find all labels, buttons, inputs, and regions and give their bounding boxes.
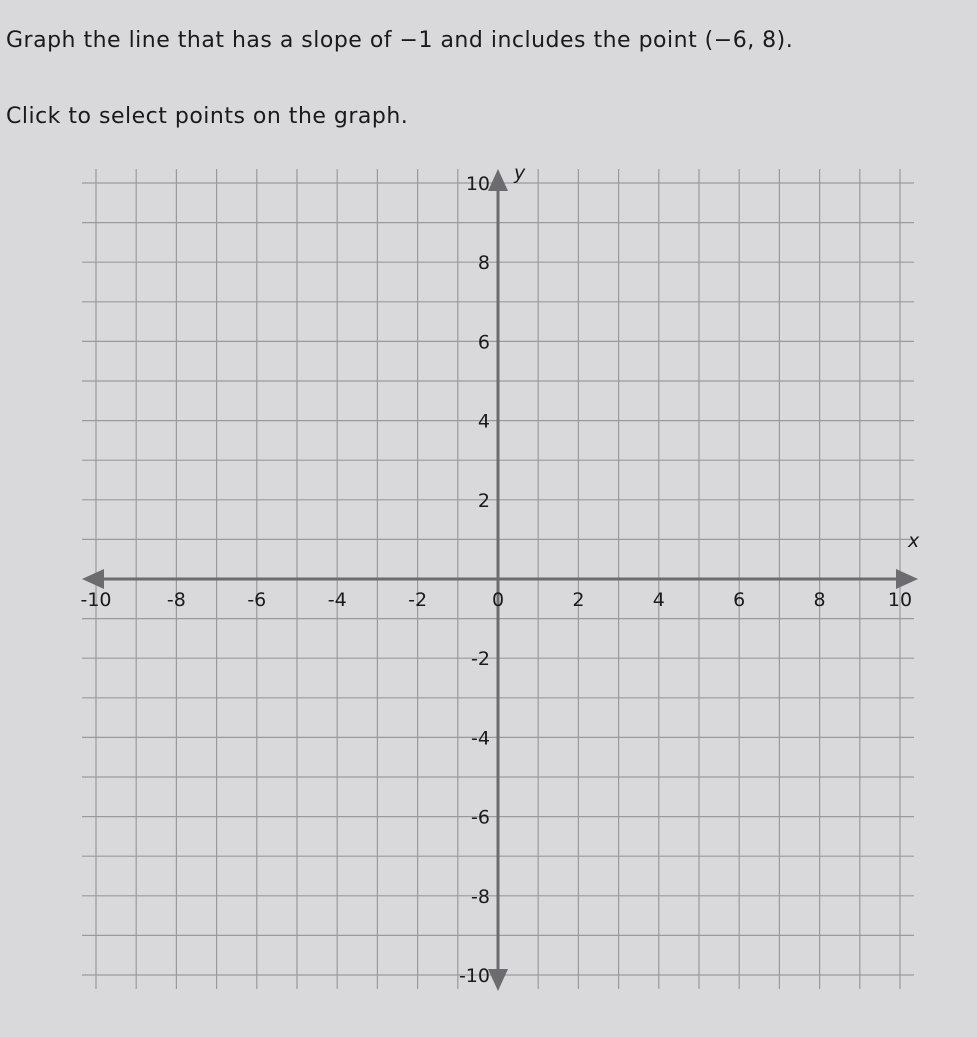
x-tick-label: 10: [887, 589, 913, 611]
x-tick-label: 6: [733, 589, 746, 611]
tick-labels: [80, 162, 920, 987]
y-axis-top-arrow-icon: [488, 169, 508, 191]
y-axis-bottom-arrow-icon: [488, 969, 508, 991]
x-tick-label: 4: [652, 589, 665, 611]
x-tick-label: 0: [491, 589, 505, 611]
question-prompt: Graph the line that has a slope of −1 and includes the point (−6, 8).: [6, 28, 794, 53]
x-tick-label: -2: [408, 589, 428, 611]
y-tick-label: 2: [477, 489, 490, 512]
x-tick-label: 8: [813, 589, 826, 611]
y-tick-label: -10: [458, 965, 490, 987]
x-tick-label: -4: [327, 589, 347, 611]
y-axis-label: y: [514, 162, 526, 184]
y-tick-label: -8: [471, 885, 490, 908]
y-tick-label: 4: [477, 410, 490, 433]
axes: [82, 169, 918, 991]
x-axis-label: x: [908, 530, 920, 552]
y-tick-label: -6: [471, 806, 490, 829]
y-tick-label: -2: [471, 648, 490, 671]
y-tick-label: 6: [477, 331, 490, 354]
x-tick-label: -6: [247, 589, 267, 611]
x-tick-label: -10: [80, 589, 112, 611]
x-tick-label: 2: [572, 589, 585, 611]
x-tick-label: -8: [166, 589, 186, 611]
y-tick-label: 8: [477, 252, 490, 275]
x-axis-right-arrow-icon: [896, 569, 918, 589]
y-tick-label: -4: [471, 727, 490, 750]
x-axis-left-arrow-icon: [82, 569, 104, 589]
y-tick-label: 10: [465, 173, 490, 195]
instruction-text: Click to select points on the graph.: [6, 104, 409, 129]
